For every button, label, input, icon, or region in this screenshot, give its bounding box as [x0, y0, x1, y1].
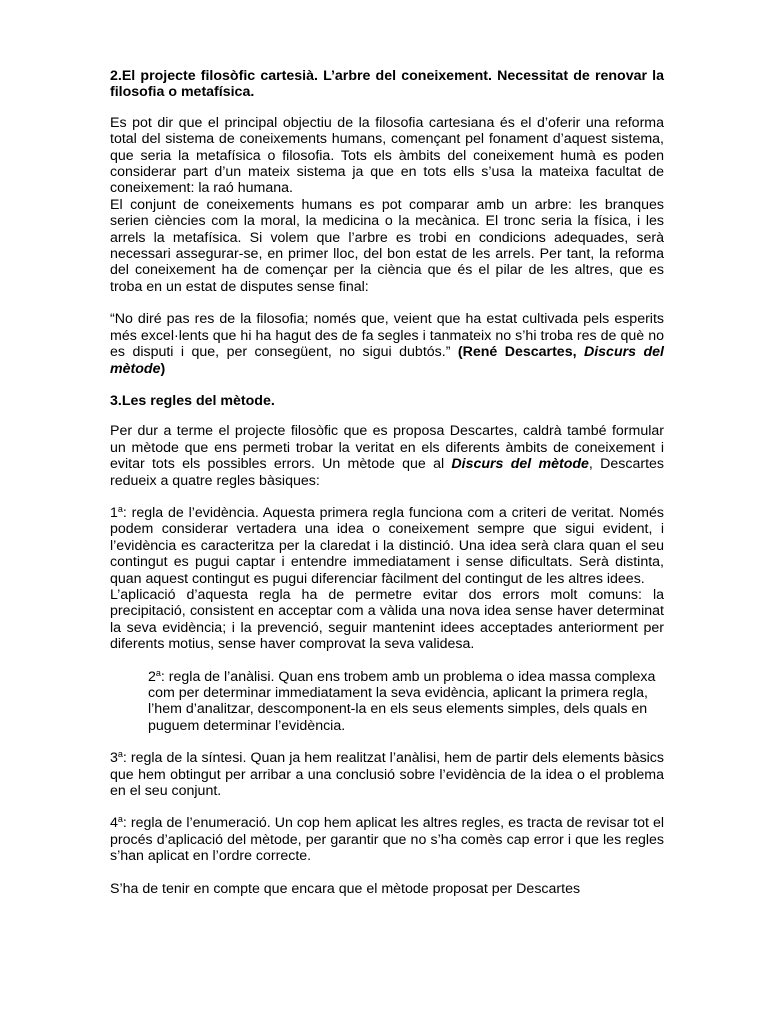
- rule-3-ordinal: a: [117, 749, 123, 760]
- quote-attribution-post: ): [160, 360, 166, 377]
- rule-2-analysis: [110, 669, 664, 735]
- spacer: [110, 653, 664, 669]
- quote-attribution-pre: (René Descartes,: [457, 344, 584, 361]
- rule-1-application: L’aplicació d’aquesta regla ha de permetre evitar dos errors molt comuns: la precipitació, consistent en acceptar com a vàlida una nova idea sense haver determinat la seva evidència; i la prevenció, seguir mantenint idees acceptades anteriorment per diferents motius, sense haver comprovat la seva validesa.: [110, 586, 664, 653]
- rule-3-number: 3: [110, 750, 118, 767]
- rule-2-number: 2: [148, 668, 156, 685]
- rule-2-ordinal: a: [155, 667, 161, 678]
- rule-1-ordinal: a: [117, 503, 123, 514]
- spacer: [110, 799, 664, 815]
- spacer: [110, 377, 664, 393]
- quote-text: “No diré pas res de la filosofia; només que, veient que ha estat cultivada pels esperits més excel·lents que hi ha hagut des de fa segles i tanmateix no s’hi troba res de què no es disputi i que, per consegüent, no sigui dubtós.”: [110, 311, 664, 361]
- rule-4-number: 4: [110, 815, 118, 832]
- section-2-heading: 2.El projecte filosòfic cartesià. L’arbre del coneixement. Necessitat de renovar la filosofia o metafísica.: [110, 68, 664, 101]
- quote-attribution-title: Discurs del mètode: [110, 344, 664, 377]
- rule-3-text: : regla de la síntesi. Quan ja hem realitzat l’anàlisi, hem de partir dels elements bàsics que hem obtingut per arribar a una conclusió sobre l’evidència de la idea o el problema en el seu conjunt.: [110, 750, 664, 800]
- spacer: [110, 489, 664, 505]
- rule-4-ordinal: a: [117, 814, 123, 825]
- rule-4-text: : regla de l’enumeració. Un cop hem aplicat les altres regles, es tracta de revisar tot el procés d’aplicació del mètode, per garantir que no s’ha comès cap error i que les regles s’han aplicat en l’ordre correcte.: [110, 815, 664, 865]
- rule-1-number: 1: [110, 504, 118, 521]
- section-3-heading: 3.Les regles del mètode.: [110, 392, 275, 409]
- intro-text-end: , Descartes redueix a quatre regles bàsiques:: [110, 456, 664, 489]
- spacer: [110, 295, 664, 311]
- rule-1-evidence: [110, 505, 664, 587]
- spacer: [110, 865, 664, 881]
- paragraph-tree-of-knowledge: El conjunt de coneixements humans es pot comparar amb un arbre: les branques serien ciències com la moral, la medicina o la mecànica. El tronc seria la física, i les arrels la metafísica. Si volem que l’arbre es trobi en condicions adequades, serà necessari assegurar-se, en primer lloc, del bon estat de les arrels. Per tant, la reforma del coneixement ha de començar per la ciència que és el pilar de les altres, que es troba en un estat de disputes sense final:: [110, 196, 664, 295]
- paragraph-method-intro: [110, 423, 664, 489]
- rule-3-synthesis: [110, 750, 664, 799]
- rule-4-enumeration: [110, 815, 664, 864]
- descartes-quote: [110, 311, 664, 377]
- intro-work-title: Discurs del mètode: [451, 456, 589, 473]
- paragraph-cartesian-reform: Es pot dir que el principal objectiu de la filosofia cartesiana és el d’oferir una reforma total del sistema de coneixements humans, començant pel fonament d’aquest sistema, que seria la metafísica o filosofia. Tots els àmbits del coneixement humà es poden considerar part d’un mateix sistema ja que en tots ells s’usa la mateixa facultat de coneixement: la raó humana.: [110, 114, 664, 197]
- intro-text: Per dur a terme el projecte filosòfic que es proposa Descartes, caldrà també formular un mètode que ens permeti trobar la veritat en els diferents àmbits de coneixement i evitar tots els possibles errors. Un mètode que al: [110, 423, 664, 473]
- spacer: [110, 734, 664, 750]
- rule-1-text: : regla de l’evidència. Aquesta primera regla funciona com a criteri de veritat. Només podem considerar vertadera una idea o coneixement sempre que sigui evident, i l’evidència es caracteritza per la claredat i la distinció. Una idea serà clara quan el seu contingut es pugui captar i entendre immediatament i sense dificultats. Serà distinta, quan aquest contingut es pugui diferenciar fàcilment del contingut de les altres idees.: [110, 504, 664, 587]
- paragraph-closing: S’ha de tenir en compte que encara que el mètode proposat per Descartes: [110, 880, 581, 897]
- rule-2-text: : regla de l’anàlisi. Quan ens trobem amb un problema o idea massa complexa com per determinar immediatament la seva evidència, aplicant la primera regla, l’hem d’analitzar, descomponent-la en els seus elements simples, dels quals en puguem determinar l’evidència.: [148, 668, 656, 734]
